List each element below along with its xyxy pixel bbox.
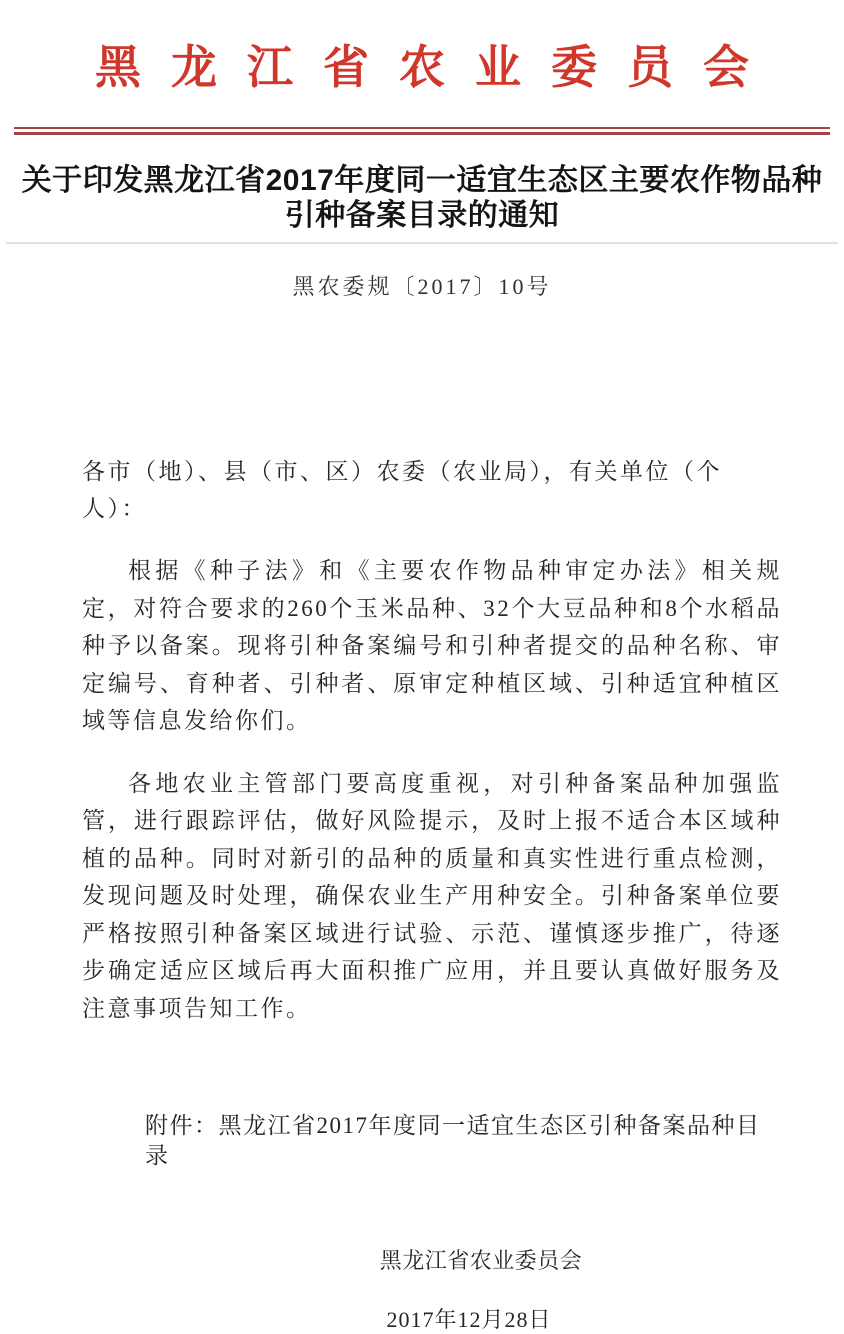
body-paragraph-2: 各地农业主管部门要高度重视，对引种备案品种加强监管，进行跟踪评估，做好风险提示，及时上报不适合本区域种植的品种。同时对新引的品种的质量和真实性进行重点检测，发现问题及时处理，确保农业生产用种安全。引种备案单位要严格按照引种备案区域进行试验、示范、谨慎逐步推广，待逐步确定适应区域后再大面积推广应用，并且要认真做好服务及注意事项告知工作。 <box>82 770 782 1021</box>
issue-date: 2017年12月28日 <box>386 1307 552 1332</box>
document-number: 黑农委规〔2017〕10号 <box>292 274 552 299</box>
date-block <box>0 1306 844 1334</box>
signature-block <box>0 1247 844 1275</box>
document-title: 关于印发黑龙江省2017年度同一适宜生态区主要农作物品种引种备案目录的通知 <box>21 164 823 232</box>
red-double-rule <box>14 127 830 135</box>
body-paragraph-1: 根据《种子法》和《主要农作物品种审定办法》相关规定，对符合要求的260个玉米品种、32个大豆品种和8个水稻品种予以备案。现将引种备案编号和引种者提交的品种名称、审定编号、育种者、引种者、原审定种植区域、引种适宜种植区域等信息发给你们。 <box>82 558 782 733</box>
title-divider <box>6 242 838 244</box>
salutation-line: 各市（地）、县（市、区）农委（农业局），有关单位（个人）： <box>82 459 722 521</box>
attachment-line: 附件：黑龙江省2017年度同一适宜生态区引种备案品种目录 <box>145 1113 761 1168</box>
letterhead <box>0 0 844 135</box>
agency-name: 黑龙江省农业委员会 <box>95 42 779 93</box>
issuing-agency-signature: 黑龙江省农业委员会 <box>379 1248 583 1273</box>
